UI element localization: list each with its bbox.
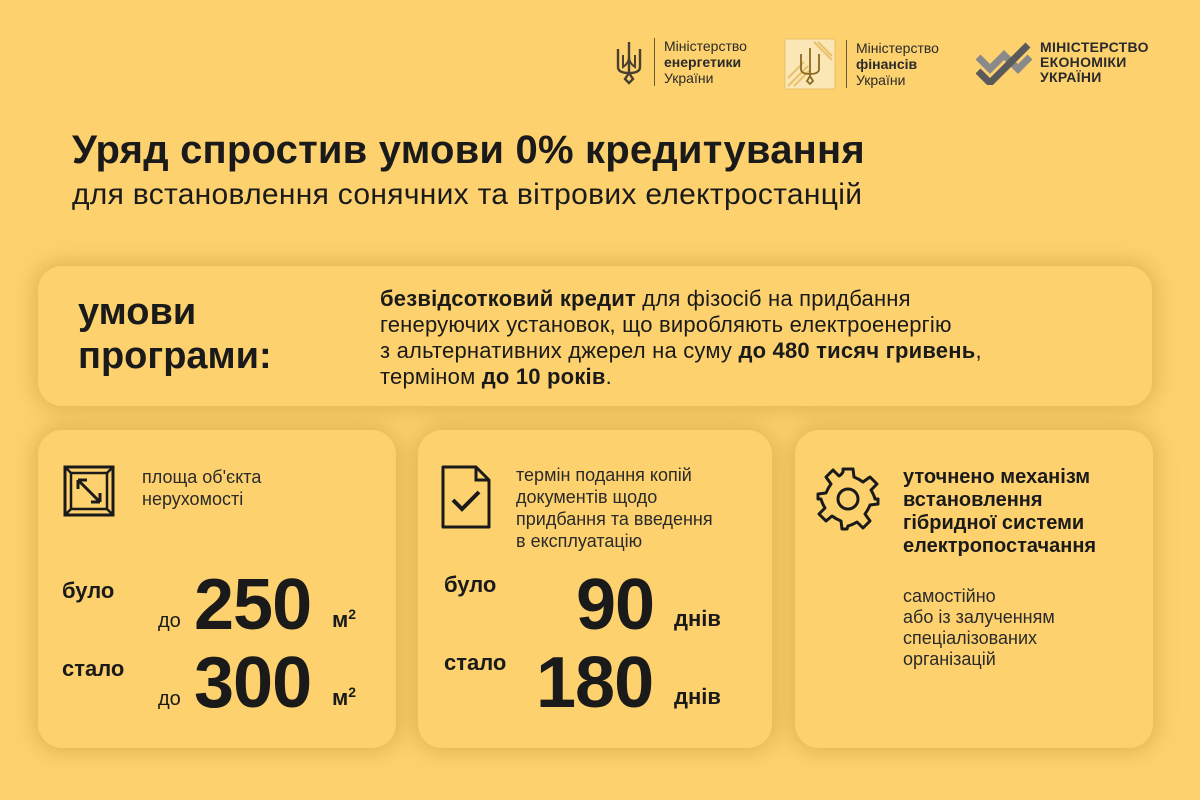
ministry-economy-name-line: УКРАЇНИ xyxy=(1040,69,1102,85)
hybrid-title-line: електропостачання xyxy=(903,535,1097,557)
area-now-label: стало xyxy=(62,656,125,681)
area-was-prefix: до xyxy=(158,610,181,632)
ministry-energy-name xyxy=(664,38,747,86)
term-now-label: стало xyxy=(444,650,507,675)
program-text: . xyxy=(605,364,612,389)
term-now-unit: днів xyxy=(674,684,721,709)
ministry-economy-name xyxy=(1040,40,1149,85)
area-unit-text: м xyxy=(332,607,349,632)
program-label-line: програми: xyxy=(78,335,272,377)
area-now-unit xyxy=(332,684,356,711)
property-area-card xyxy=(38,430,396,748)
area-resize-icon xyxy=(62,464,116,518)
program-text: , xyxy=(975,338,982,363)
term-was-unit: днів xyxy=(674,606,721,631)
economy-emblem-icon xyxy=(976,41,1032,85)
hybrid-note-line: спеціалізованих xyxy=(903,628,1038,648)
page-title: Уряд спростив умови 0% кредитування xyxy=(72,128,865,172)
program-text: терміном xyxy=(380,364,482,389)
hybrid-note-line: самостійно xyxy=(903,586,996,606)
document-term-card xyxy=(418,430,772,748)
hybrid-note xyxy=(903,586,1055,670)
page-subtitle: для встановлення сонячних та вітрових електростанцій xyxy=(72,178,863,211)
program-line xyxy=(380,364,982,390)
term-now-value: 180 xyxy=(536,643,654,723)
program-line xyxy=(380,338,982,364)
hybrid-title-line: гібридної системи xyxy=(903,512,1085,534)
hybrid-note-line: або із залученням xyxy=(903,607,1055,627)
ministry-finance-name xyxy=(856,40,939,88)
area-label-line: площа об'єкта xyxy=(142,467,262,487)
term-label-line: термін подання копій xyxy=(516,465,692,485)
logo-divider xyxy=(846,40,847,88)
hybrid-system-card xyxy=(795,430,1153,748)
program-label-line: умови xyxy=(78,291,197,333)
term-label-line: в експлуатацію xyxy=(516,531,643,551)
term-label-line: документів щодо xyxy=(516,487,658,507)
hybrid-note-line: організацій xyxy=(903,649,996,669)
ministry-finance-name-line: України xyxy=(856,72,906,88)
term-was-value: 90 xyxy=(576,565,655,645)
hybrid-title-line: встановлення xyxy=(903,489,1043,511)
logo-divider xyxy=(654,38,655,86)
program-emphasis: до 480 тисяч гривень xyxy=(738,338,976,363)
program-label xyxy=(78,290,272,378)
area-unit-text: м xyxy=(332,685,349,710)
trident-icon xyxy=(614,39,644,85)
program-text: з альтернативних джерел на суму xyxy=(380,338,739,363)
program-text: для фізосіб на придбання xyxy=(635,286,911,311)
hybrid-title-line: уточнено механізм xyxy=(903,466,1091,488)
ministry-economy-name-line: ЕКОНОМІКИ xyxy=(1040,54,1127,70)
term-label-line: придбання та введення xyxy=(516,509,713,529)
ministry-economy-logo xyxy=(976,40,1149,85)
area-was-label: було xyxy=(62,578,115,603)
program-description xyxy=(380,286,982,390)
term-was-label: було xyxy=(444,572,497,597)
finance-emblem-icon xyxy=(784,38,836,90)
ministry-finance-name-line: Міністерство xyxy=(856,40,939,56)
area-unit-exponent: 2 xyxy=(348,606,357,622)
gear-icon xyxy=(813,464,883,534)
area-was-unit xyxy=(332,606,356,633)
area-label-line: нерухомості xyxy=(142,489,244,509)
program-emphasis: до 10 років xyxy=(481,364,606,389)
area-now-value: 300 xyxy=(194,643,312,723)
program-conditions-card xyxy=(38,266,1152,406)
ministry-finance-logo xyxy=(784,38,939,90)
ministry-economy-name-line: МІНІСТЕРСТВО xyxy=(1040,39,1149,55)
program-line xyxy=(380,286,982,312)
ministry-energy-logo xyxy=(614,38,747,86)
area-now-prefix: до xyxy=(158,688,181,710)
area-unit-exponent: 2 xyxy=(348,684,357,700)
program-line: генеруючих установок, що виробляють електроенергію xyxy=(380,312,952,337)
area-was-value: 250 xyxy=(194,565,312,645)
ministry-finance-name-line: фінансів xyxy=(856,56,918,72)
document-check-icon xyxy=(440,464,492,530)
program-emphasis: безвідсотковий кредит xyxy=(380,286,636,311)
ministry-energy-name-line: енергетики xyxy=(664,54,742,70)
ministry-energy-name-line: України xyxy=(664,70,714,86)
term-label xyxy=(516,464,713,552)
hybrid-title xyxy=(903,466,1096,558)
ministry-energy-name-line: Міністерство xyxy=(664,38,747,54)
area-label xyxy=(142,466,261,510)
